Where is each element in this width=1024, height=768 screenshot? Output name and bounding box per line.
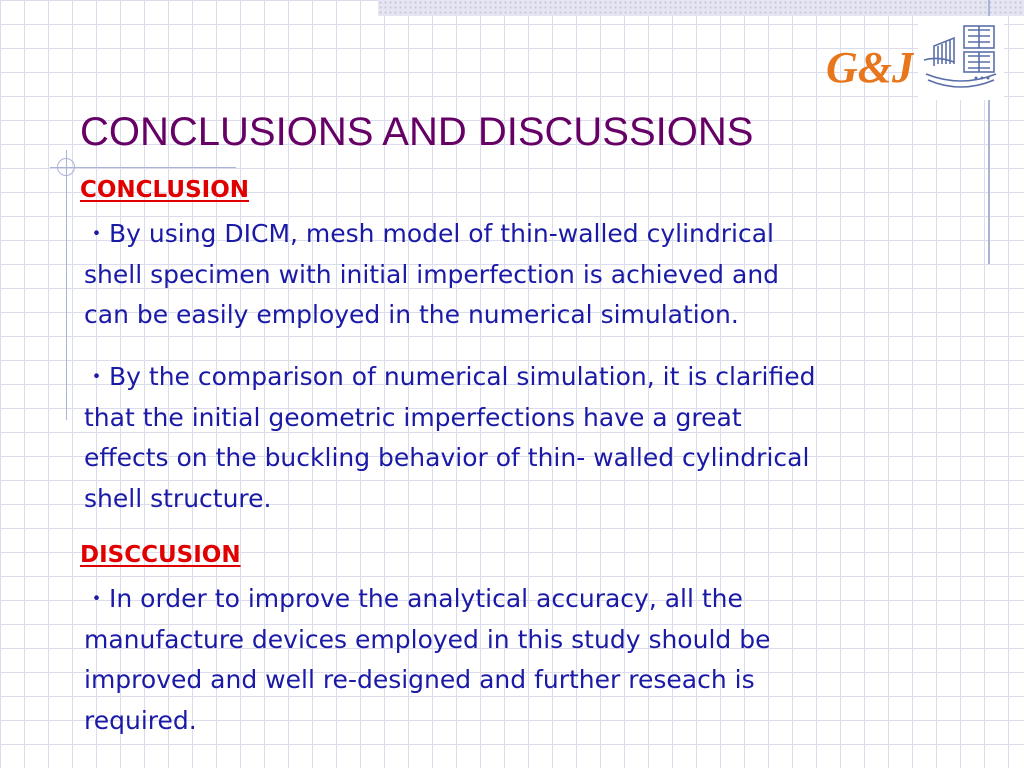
gj-logo-text: G&J: [826, 43, 914, 92]
paragraph-line: can be easily employed in the numerical simulation.: [84, 300, 739, 329]
conclusion-paragraph-2: [84, 357, 964, 519]
paragraph-line: ・By using DICM, mesh model of thin-walled cylindrical: [84, 219, 774, 248]
paragraph-line: improved and well re-designed and further reseach is: [84, 665, 755, 694]
page-title: CONCLUSIONS AND DISCUSSIONS: [80, 110, 754, 154]
decorative-line: [66, 150, 67, 420]
paragraph-line: required.: [84, 705, 197, 735]
paragraph-line: effects on the buckling behavior of thin- walled cylindrical: [84, 443, 810, 472]
discussion-paragraph: [84, 579, 964, 741]
paragraph-line: ・By the comparison of numerical simulation, it is clarified: [84, 362, 816, 391]
conclusion-paragraph-1: [84, 214, 964, 336]
paragraph-line: shell specimen with initial imperfection is achieved and: [84, 259, 780, 289]
decorative-line: [50, 167, 236, 168]
paragraph-line: that the initial geometric imperfections have a great: [84, 402, 742, 432]
gj-logo: [826, 14, 914, 102]
section-heading-discussion: DISCCUSION: [80, 542, 241, 568]
logo-area: [826, 14, 1006, 102]
university-logo: [918, 16, 1004, 100]
paragraph-line: shell structure.: [84, 483, 272, 513]
decorative-circle: [57, 158, 75, 176]
paragraph-line: ・In order to improve the analytical accuracy, all the: [84, 584, 743, 613]
section-heading-conclusion: CONCLUSION: [80, 177, 249, 203]
paragraph-line: manufacture devices employed in this study should be: [84, 624, 771, 654]
